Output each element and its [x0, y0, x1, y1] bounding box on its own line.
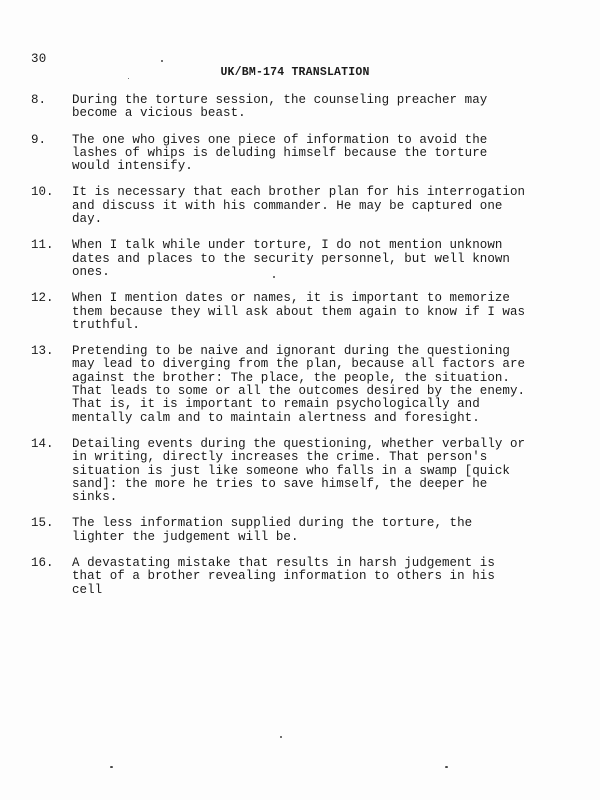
item-text: It is necessary that each brother plan for his interrogation and discuss it with his commander. He may be captured one day. — [72, 185, 526, 227]
list-item — [31, 134, 561, 174]
scan-speck — [110, 766, 113, 768]
item-text: Pretending to be naive and ignorant during the questioning may lead to diverging from the plan, because all factors are against the brother: The place, the people, the situation. That leads to some or all the outcomes desired by the enemy. That is, it is important to remain psychologically and mentally calm and to maintain alertness and foresight. — [72, 344, 526, 425]
list-item — [31, 345, 561, 425]
item-number: 10. — [31, 185, 54, 200]
item-number: 11. — [31, 238, 54, 253]
item-text: The less information supplied during the torture, the lighter the judgement will be. — [72, 516, 473, 544]
item-number: 9. — [31, 132, 47, 147]
scan-speck — [273, 276, 275, 278]
item-number: 14. — [31, 436, 54, 451]
item-number: 15. — [31, 516, 54, 531]
item-text: When I talk while under torture, I do not mention unknown dates and places to the security personnel, but well known ones. — [72, 238, 510, 279]
page-number: 30 — [31, 52, 47, 66]
list-item — [31, 239, 561, 279]
item-text: The one who gives one piece of information to avoid the lashes of whips is deluding himself because the torture would intensify. — [72, 132, 488, 174]
item-text: Detailing events during the questioning, whether verbally or in writing, directly increases the crime. That person's situation is just like someone who falls in a swamp [quick sand]: the more he tries to save himself, the deeper he sinks. — [72, 436, 526, 505]
item-number: 13. — [31, 344, 54, 359]
item-number: 12. — [31, 291, 54, 306]
numbered-list — [31, 94, 561, 610]
scan-speck — [128, 78, 129, 79]
item-number: 16. — [31, 556, 54, 571]
item-number: 8. — [31, 93, 47, 107]
item-text: During the torture session, the counseling preacher may become a vicious beast. — [72, 93, 488, 121]
scan-speck — [161, 60, 163, 62]
list-item — [31, 94, 561, 121]
list-item — [31, 186, 561, 226]
scan-speck — [445, 766, 448, 768]
list-item — [31, 557, 561, 597]
item-text: A devastating mistake that results in harsh judgement is that of a brother revealing information to others in his cell — [72, 556, 495, 597]
item-text: When I mention dates or names, it is important to memorize them because they will ask about them again to know if I was truthful. — [72, 291, 526, 332]
list-item — [31, 438, 561, 504]
scan-speck — [280, 736, 282, 738]
list-item — [31, 292, 561, 332]
list-item — [31, 517, 561, 544]
document-title: UK/BM-174 TRANSLATION — [220, 66, 370, 79]
